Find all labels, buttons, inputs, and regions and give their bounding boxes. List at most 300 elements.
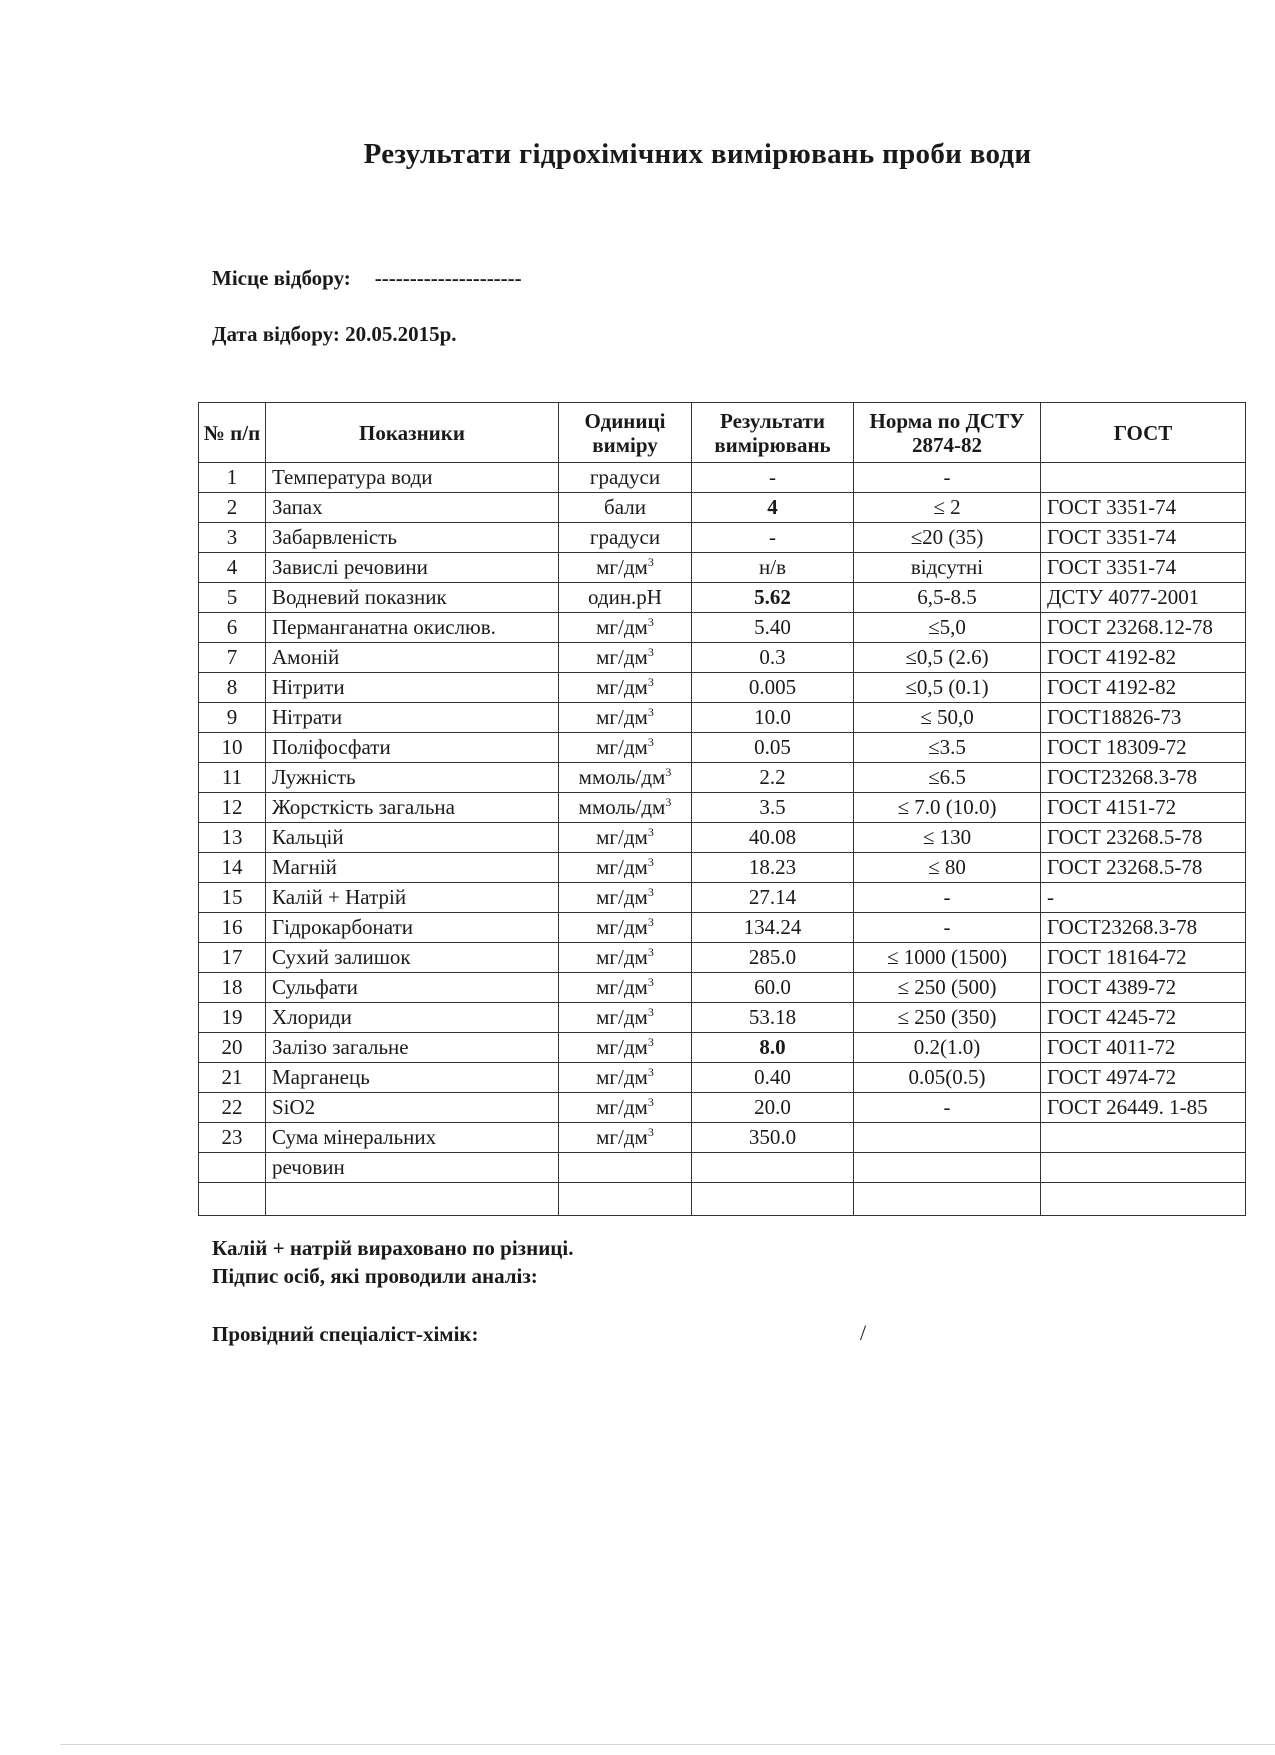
cell-name-text: Жорсткість загальна	[272, 795, 455, 819]
cell-gost-text: ГОСТ 4245-72	[1047, 1005, 1177, 1029]
cell-result-text: 60.0	[754, 975, 791, 999]
cell-unit	[559, 523, 692, 553]
cell-unit	[559, 1063, 692, 1093]
unit-superscript: 3	[647, 675, 654, 689]
cell-name-text: Водневий показник	[272, 585, 447, 609]
table-row	[199, 493, 1246, 523]
cell-name	[266, 1063, 559, 1093]
cell-norm-text: ≤ 1000 (1500)	[886, 945, 1007, 969]
cell-unit	[559, 793, 692, 823]
cell-empty	[1041, 1153, 1246, 1183]
cell-norm-text: -	[943, 915, 951, 939]
cell-norm	[854, 823, 1041, 853]
cell-gost	[1041, 943, 1246, 973]
cell-gost-text: ГОСТ 4192-82	[1047, 675, 1177, 699]
cell-norm	[854, 1003, 1041, 1033]
header-norm: Норма по ДСТУ 2874-82	[854, 403, 1041, 463]
cell-result-text: н/в	[759, 555, 786, 579]
cell-unit-text: ммоль/дм	[578, 795, 666, 819]
unit-superscript: 3	[647, 915, 654, 929]
cell-num-text: 11	[221, 765, 243, 789]
cell-gost	[1041, 703, 1246, 733]
table-row	[199, 763, 1246, 793]
chemist-label: Провідний спеціаліст-хімік:	[212, 1322, 479, 1346]
cell-num-text: 9	[226, 705, 238, 729]
table-row	[199, 463, 1246, 493]
sampling-date	[212, 322, 457, 347]
cell-name-text: Хлориди	[272, 1005, 352, 1029]
cell-name	[266, 793, 559, 823]
cell-result-text: 0.05	[754, 735, 791, 759]
cell-result	[692, 493, 854, 523]
table-row	[199, 1123, 1246, 1153]
cell-norm	[854, 523, 1041, 553]
table-row	[199, 1003, 1246, 1033]
cell-result	[692, 943, 854, 973]
cell-norm-text: ≤ 250 (350)	[897, 1005, 997, 1029]
cell-norm	[854, 763, 1041, 793]
cell-num	[199, 973, 266, 1003]
cell-gost	[1041, 523, 1246, 553]
cell-name-text: Амоній	[272, 645, 340, 669]
cell-unit-text: мг/дм	[596, 555, 648, 579]
unit-superscript: 3	[647, 1065, 654, 1079]
cell-norm	[854, 733, 1041, 763]
cell-result-text: 350.0	[748, 1125, 797, 1149]
cell-unit-text: градуси	[589, 465, 661, 489]
cell-unit-text: мг/дм	[596, 825, 648, 849]
cell-norm	[854, 913, 1041, 943]
cell-result	[692, 613, 854, 643]
cell-num-text: 10	[221, 735, 243, 759]
cell-name	[266, 1003, 559, 1033]
cell-name	[266, 973, 559, 1003]
cell-gost-text: ГОСТ 4974-72	[1047, 1065, 1177, 1089]
unit-superscript: 3	[647, 645, 654, 659]
cell-result	[692, 1063, 854, 1093]
cell-gost-text: ГОСТ 4389-72	[1047, 975, 1177, 999]
cell-num	[199, 823, 266, 853]
cell-name-text: Завислі речовини	[272, 555, 428, 579]
cell-result-text: 5.40	[754, 615, 791, 639]
cell-name	[266, 1123, 559, 1153]
cell-norm	[854, 703, 1041, 733]
sampling-date-label: Дата відбору:	[212, 322, 340, 346]
cell-unit	[559, 823, 692, 853]
cell-gost-text: ГОСТ 3351-74	[1047, 555, 1177, 579]
cell-unit-text: мг/дм	[596, 1035, 648, 1059]
cell-num	[199, 703, 266, 733]
cell-unit-text: мг/дм	[596, 645, 648, 669]
cell-unit-text: мг/дм	[596, 1005, 648, 1029]
table-row	[199, 1063, 1246, 1093]
cell-norm	[854, 943, 1041, 973]
cell-norm-text: ≤ 130	[922, 825, 972, 849]
unit-superscript: 3	[665, 765, 672, 779]
cell-name	[266, 643, 559, 673]
cell-result	[692, 703, 854, 733]
cell-empty	[692, 1183, 854, 1216]
cell-norm-text: 0.2(1.0)	[913, 1035, 981, 1059]
header-unit: Одиниці виміру	[559, 403, 692, 463]
cell-result	[692, 1123, 854, 1153]
cell-num	[199, 853, 266, 883]
sampling-date-value: 20.05.2015р.	[345, 322, 457, 346]
cell-unit	[559, 1003, 692, 1033]
cell-num-text: 16	[221, 915, 243, 939]
cell-name	[266, 943, 559, 973]
cell-result	[692, 823, 854, 853]
cell-gost-text: ГОСТ 18309-72	[1047, 735, 1187, 759]
cell-norm-text: ≤0,5 (0.1)	[905, 675, 989, 699]
cell-result-text: 2.2	[759, 765, 786, 789]
cell-name-text: Температура води	[272, 465, 433, 489]
cell-unit	[559, 1093, 692, 1123]
table-header-row	[199, 403, 1246, 463]
table-row-empty	[199, 1183, 1246, 1216]
cell-num	[199, 463, 266, 493]
cell-num	[199, 613, 266, 643]
cell-num-text: 17	[221, 945, 243, 969]
cell-num-text: 23	[221, 1125, 243, 1149]
cell-unit	[559, 853, 692, 883]
cell-unit-text: мг/дм	[596, 615, 648, 639]
unit-superscript: 3	[647, 1035, 654, 1049]
cell-num	[199, 643, 266, 673]
cell-unit	[559, 553, 692, 583]
cell-norm-text: ≤ 50,0	[920, 705, 974, 729]
cell-name-text: SiO2	[272, 1095, 316, 1119]
cell-norm-text: 6,5-8.5	[917, 585, 977, 609]
table-row	[199, 1033, 1246, 1063]
signature-label: Підпис осіб, які проводили аналіз:	[212, 1264, 538, 1288]
cell-result-text: 18.23	[748, 855, 797, 879]
cell-name	[266, 463, 559, 493]
cell-result	[692, 763, 854, 793]
cell-norm-text: відсутні	[910, 555, 984, 579]
sampling-place-value: ---------------------	[374, 266, 522, 290]
cell-name-text: Гідрокарбонати	[272, 915, 413, 939]
table-row	[199, 613, 1246, 643]
cell-name	[266, 1093, 559, 1123]
table-row	[199, 913, 1246, 943]
cell-unit	[559, 583, 692, 613]
cell-name	[266, 823, 559, 853]
cell-norm-text: -	[943, 465, 951, 489]
cell-empty	[559, 1183, 692, 1216]
unit-superscript: 3	[647, 555, 654, 569]
cell-num-text: 15	[221, 885, 243, 909]
cell-gost	[1041, 1063, 1246, 1093]
cell-gost-text: ГОСТ 23268.12-78	[1047, 615, 1213, 639]
cell-name	[266, 673, 559, 703]
cell-unit-text: мг/дм	[596, 945, 648, 969]
cell-gost	[1041, 553, 1246, 583]
cell-result	[692, 853, 854, 883]
cell-unit-text: мг/дм	[596, 885, 648, 909]
table-row	[199, 1153, 1246, 1183]
cell-unit	[559, 883, 692, 913]
cell-num-text: 2	[226, 495, 238, 519]
cell-norm-text: ≤6.5	[928, 765, 966, 789]
cell-gost	[1041, 763, 1246, 793]
cell-num-text: 12	[221, 795, 243, 819]
calc-note: Калій + натрій вираховано по різниці.	[212, 1236, 574, 1260]
cell-name	[266, 523, 559, 553]
cell-empty	[199, 1183, 266, 1216]
cell-result	[692, 733, 854, 763]
cell-empty	[559, 1153, 692, 1183]
cell-empty	[692, 1153, 854, 1183]
cell-norm-text: ≤ 2	[933, 495, 961, 519]
cell-gost	[1041, 1123, 1246, 1153]
cell-name-text: Калій + Натрій	[272, 885, 407, 909]
cell-norm	[854, 1123, 1041, 1153]
cell-gost	[1041, 823, 1246, 853]
cell-gost-text: ГОСТ 3351-74	[1047, 495, 1177, 519]
unit-superscript: 3	[647, 855, 654, 869]
cell-norm-text: ≤ 7.0 (10.0)	[897, 795, 997, 819]
cell-gost-text: ГОСТ 18164-72	[1047, 945, 1187, 969]
cell-unit	[559, 643, 692, 673]
cell-name-text: Марганець	[272, 1065, 370, 1089]
cell-result	[692, 1003, 854, 1033]
cell-result-text: 285.0	[748, 945, 797, 969]
cell-unit-text: мг/дм	[596, 1095, 648, 1119]
unit-superscript: 3	[647, 615, 654, 629]
cell-num	[199, 523, 266, 553]
cell-result-text: 10.0	[754, 705, 791, 729]
cell-num-text: 18	[221, 975, 243, 999]
cell-num-text: 1	[226, 465, 238, 489]
unit-superscript: 3	[647, 1095, 654, 1109]
sampling-place-label: Місце відбору:	[212, 266, 351, 290]
unit-superscript: 3	[647, 945, 654, 959]
cell-norm	[854, 613, 1041, 643]
cell-unit-text: мг/дм	[596, 855, 648, 879]
cell-unit	[559, 973, 692, 1003]
cell-name-continuation: речовин	[266, 1153, 559, 1183]
cell-norm-text: ≤5,0	[928, 615, 966, 639]
cell-unit	[559, 763, 692, 793]
cell-result	[692, 463, 854, 493]
unit-superscript: 3	[647, 1005, 654, 1019]
unit-superscript: 3	[647, 975, 654, 989]
cell-name-text: Забарвленість	[272, 525, 397, 549]
cell-num	[199, 583, 266, 613]
table-row	[199, 553, 1246, 583]
cell-gost	[1041, 853, 1246, 883]
cell-result-text: 0.005	[748, 675, 797, 699]
cell-num-text: 3	[226, 525, 238, 549]
cell-result-text: 8.0	[759, 1035, 786, 1059]
unit-superscript: 3	[647, 1125, 654, 1139]
cell-num-text: 19	[221, 1005, 243, 1029]
cell-norm	[854, 883, 1041, 913]
cell-norm	[854, 673, 1041, 703]
cell-result-text: 27.14	[748, 885, 797, 909]
cell-gost-text: ГОСТ 3351-74	[1047, 525, 1177, 549]
cell-num	[199, 883, 266, 913]
cell-name-text: Перманганатна окислюв.	[272, 615, 496, 639]
cell-unit-text: мг/дм	[596, 735, 648, 759]
cell-num	[199, 733, 266, 763]
cell-norm	[854, 643, 1041, 673]
cell-name-text: Залізо загальне	[272, 1035, 409, 1059]
cell-gost	[1041, 733, 1246, 763]
unit-superscript: 3	[647, 885, 654, 899]
signature-slash: /	[860, 1320, 867, 1345]
cell-gost	[1041, 463, 1246, 493]
table-row	[199, 583, 1246, 613]
cell-name	[266, 553, 559, 583]
cell-num-text: 20	[221, 1035, 243, 1059]
cell-unit	[559, 673, 692, 703]
cell-gost-text: ГОСТ 4011-72	[1047, 1035, 1176, 1059]
cell-gost	[1041, 493, 1246, 523]
cell-num-text: 13	[221, 825, 243, 849]
cell-empty	[854, 1153, 1041, 1183]
cell-norm	[854, 1033, 1041, 1063]
cell-gost-text: ГОСТ 23268.5-78	[1047, 855, 1203, 879]
document-title: Результати гідрохімічних вимірювань проби води	[363, 138, 1032, 170]
cell-unit	[559, 1033, 692, 1063]
cell-gost-text: ГОСТ 23268.5-78	[1047, 825, 1203, 849]
cell-num	[199, 1033, 266, 1063]
header-result: Результати вимірювань	[692, 403, 854, 463]
cell-gost	[1041, 1033, 1246, 1063]
unit-superscript: 3	[647, 705, 654, 719]
cell-unit-text: мг/дм	[596, 1125, 648, 1149]
cell-unit-text: бали	[604, 495, 646, 519]
cell-result-text: 4	[767, 495, 778, 519]
cell-num	[199, 1003, 266, 1033]
unit-superscript: 3	[647, 825, 654, 839]
cell-gost-text: -	[1047, 885, 1054, 909]
cell-result-text: 5.62	[754, 585, 791, 609]
cell-unit-text: мг/дм	[596, 1065, 648, 1089]
cell-num-text: 6	[226, 615, 238, 639]
cell-name	[266, 583, 559, 613]
cell-unit	[559, 913, 692, 943]
cell-gost	[1041, 613, 1246, 643]
table-row	[199, 1093, 1246, 1123]
cell-norm-text: 0.05(0.5)	[908, 1065, 986, 1089]
cell-name	[266, 883, 559, 913]
cell-norm-text: ≤20 (35)	[910, 525, 984, 549]
unit-superscript: 3	[665, 795, 672, 809]
cell-result-text: 40.08	[748, 825, 797, 849]
cell-name	[266, 703, 559, 733]
cell-name-text: Нітрити	[272, 675, 345, 699]
cell-num	[199, 553, 266, 583]
cell-unit-text: мг/дм	[596, 705, 648, 729]
cell-gost	[1041, 643, 1246, 673]
cell-num-text: 22	[221, 1095, 243, 1119]
cell-num	[199, 1063, 266, 1093]
cell-norm	[854, 583, 1041, 613]
header-gost: ГОСТ	[1041, 403, 1246, 463]
cell-result	[692, 793, 854, 823]
cell-name	[266, 1033, 559, 1063]
table-row	[199, 703, 1246, 733]
header-num: № п/п	[199, 403, 266, 463]
cell-norm	[854, 1063, 1041, 1093]
cell-result-text: 134.24	[743, 915, 802, 939]
cell-name-text: Поліфосфати	[272, 735, 391, 759]
cell-result-text: 53.18	[748, 1005, 797, 1029]
cell-norm-text: ≤3.5	[928, 735, 966, 759]
cell-norm	[854, 793, 1041, 823]
table-row	[199, 853, 1246, 883]
table-row	[199, 673, 1246, 703]
results-table	[198, 402, 1246, 1216]
cell-num-text: 5	[226, 585, 238, 609]
cell-name	[266, 613, 559, 643]
cell-gost-text: ГОСТ 4151-72	[1047, 795, 1177, 819]
cell-name-text: Магній	[272, 855, 337, 879]
table-row	[199, 973, 1246, 1003]
table-row	[199, 823, 1246, 853]
cell-result-text: 20.0	[754, 1095, 791, 1119]
cell-name-text: Запах	[272, 495, 323, 519]
cell-num	[199, 793, 266, 823]
header-name: Показники	[266, 403, 559, 463]
cell-num	[199, 673, 266, 703]
cell-result	[692, 673, 854, 703]
cell-num-text: 8	[226, 675, 238, 699]
cell-name	[266, 733, 559, 763]
cell-name-text: Нітрати	[272, 705, 343, 729]
cell-norm-text: ≤ 80	[928, 855, 966, 879]
cell-gost	[1041, 883, 1246, 913]
cell-empty	[199, 1153, 266, 1183]
cell-num	[199, 763, 266, 793]
cell-result	[692, 643, 854, 673]
cell-unit-text: мг/дм	[596, 975, 648, 999]
cell-name-text: Сульфати	[272, 975, 358, 999]
cell-num	[199, 1123, 266, 1153]
cell-unit	[559, 733, 692, 763]
cell-num-text: 21	[221, 1065, 243, 1089]
cell-num-text: 4	[226, 555, 238, 579]
table-row	[199, 643, 1246, 673]
table-row	[199, 793, 1246, 823]
cell-num-text: 14	[221, 855, 243, 879]
cell-unit-text: ммоль/дм	[578, 765, 666, 789]
cell-result-text: -	[769, 465, 776, 489]
cell-gost	[1041, 913, 1246, 943]
cell-name-text: Лужність	[272, 765, 356, 789]
cell-num-text: 7	[226, 645, 238, 669]
cell-num	[199, 913, 266, 943]
cell-result	[692, 553, 854, 583]
table-row	[199, 883, 1246, 913]
cell-unit	[559, 613, 692, 643]
cell-unit	[559, 943, 692, 973]
cell-result-text: 3.5	[759, 795, 786, 819]
cell-unit	[559, 703, 692, 733]
cell-name-text: Кальцій	[272, 825, 344, 849]
cell-unit	[559, 463, 692, 493]
cell-gost-text: ДСТУ 4077-2001	[1047, 585, 1200, 609]
cell-name-text: Сухий залишок	[272, 945, 411, 969]
cell-unit-text: мг/дм	[596, 675, 648, 699]
cell-gost	[1041, 973, 1246, 1003]
cell-result	[692, 583, 854, 613]
cell-gost	[1041, 793, 1246, 823]
cell-gost	[1041, 1003, 1246, 1033]
